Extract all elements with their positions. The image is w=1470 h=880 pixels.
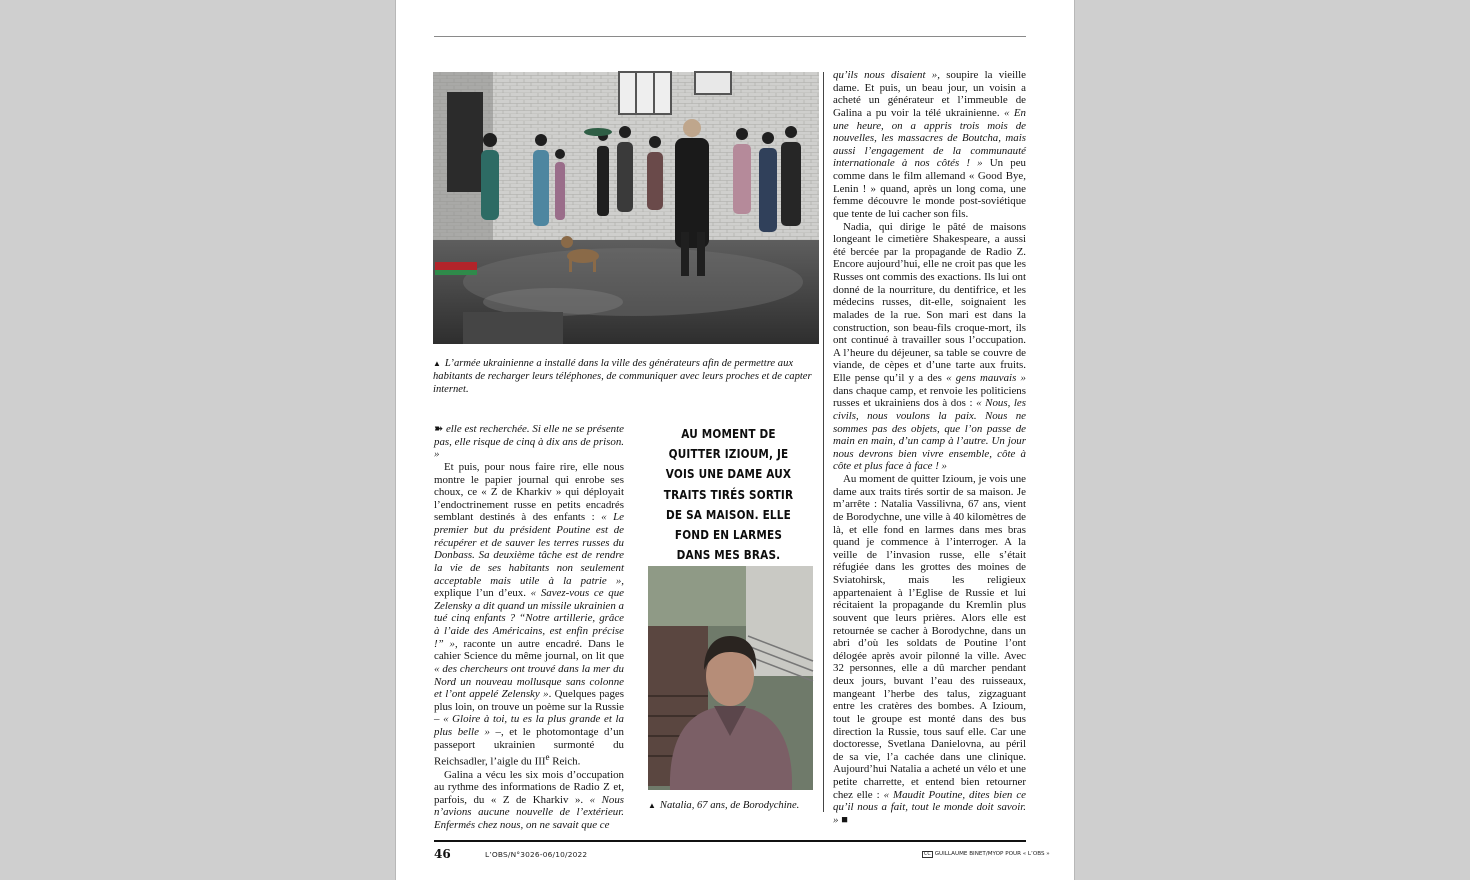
pull-quote: AU MOMENT DE QUITTER IZIOUM, JE VOIS UNE DAME AUX TRAITS TIRÉS SORTIR DE SA MAISON. ELLE FOND EN LARMES DANS MES BRAS.	[663, 427, 794, 563]
portrait-caption: ▲ Natalia, 67 ans, de Borodychine.	[648, 800, 800, 811]
paragraph: Galina a vécu les six mois d’occupation au rythme des informations de Radio Z et, parfois, du « Z de Kharkiv ». « Nous n’avions aucune nouvelle de l’extérieur. Enfermés chez nous, on ne savait que ce	[434, 768, 625, 831]
photo-caption: ▲ L’armée ukrainienne a installé dans la ville des générateurs afin de permettre aux habitants de recharger leurs téléphones, de communiquer avec leurs proches et de capter internet.	[433, 358, 812, 395]
paragraph: Nadia, qui dirige le pâté de maisons longeant le cimetière Shakespeare, a aussi été bercée par la propagande de Radio Z. Encore aujourd’hui, elle ne croit pas que les Russes ont commis des exactions. Ils lui ont donné de la nourriture, du dentifrice, et les médecins russes, dit-elle, soignaient les malades de la rue. Son mari est dans la construction, son beau-fils croque-mort, ils ont continué à travailler sous l’occupation. A l’heure du déjeuner, sa table se couvre de viande, de cèpes et d’une tarte aux fruits. Elle pense qu’il y a des « gens mauvais » dans chaque camp, et renvoie les politiciens russes et ukrainiens dos à dos : « Nous, les civils, nous voulons la paix. Nous ne sommes pas des objets, que l’on passe de main en main, d’un camp à l’autre. Un jour nous devrons bien vivre ensemble, côte à côte et plus face à face ! »	[833, 220, 1026, 473]
issue-info: L’OBS/N°3026-06/10/2022	[485, 850, 588, 859]
continued-arrow-icon: ➽	[434, 423, 444, 435]
photo-credit: CC GUILLAUME BINET/MYOP POUR « L’OBS »	[924, 851, 1050, 857]
top-rule	[434, 36, 1026, 37]
paragraph: ➽ elle est recherchée. Si elle ne se présente pas, elle risque de cinq à dix ans de prison. »	[434, 423, 624, 461]
end-mark: ■	[841, 813, 848, 826]
caption-triangle-icon: ▲	[648, 801, 656, 810]
caption-triangle-icon: ▲	[433, 359, 441, 368]
paragraph: Et puis, pour nous faire rire, elle nous montre le papier journal qui enrobe ses choux, ce « Z de Kharkiv » qui déployait l’endoctrinement russe en petits encadrés semblant destinés à des enfants : « Le premier but du président Poutine est de récupérer et de sauver les terres russes du Donbass. Sa deuxième tâche est de rendre la vie de ses habitants non seulement acceptable mais utile à la patrie », explique l’un d’eux. « Savez-vous ce que Zelensky a dit quand un missile ukrainien a tué cinq enfants ? “Notre artillerie, grâce à l’aide des Américains, est enfin précise !” », raconte un autre encadré. Dans le cahier Science du même journal, on lit que « des chercheurs ont trouvé dans la mer du Nord un nouveau mollusque sans colonne et l’ont appelé Zelensky ». Quelques pages plus loin, on trouve un poème sur la Russie – « Gloire à toi, tu es la plus grande et la plus belle » –, et le photomontage d’un passeport ukrainien surmonté du Reichsadler, l’aigle du IIIe Reich.	[434, 460, 625, 768]
article-column-right	[833, 69, 1027, 826]
magazine-page	[396, 0, 1074, 880]
page-number: 46	[434, 847, 451, 861]
photo-portrait-natalia	[648, 566, 813, 790]
footer-rule	[434, 840, 1026, 842]
article-column-left	[434, 423, 625, 831]
column-divider	[823, 72, 824, 812]
paragraph: Au moment de quitter Izioum, je vois une dame aux traits tirés sortir de sa maison. Je m’arrête : Natalia Vassilivna, 67 ans, vient de Borodychne, une ville à 40 kilomètres de là, et elle fond en larmes dans mes bras quand je commence à l’interroger. A la veille de l’invasion russe, elle s’était réfugiée dans les grottes des moines de Sviatohirsk, mais les religieux appartenaient à l’Eglise de Russie et lui récitaient la propagande du Kremlin plus souvent que leurs prières. Alors elle est retournée se cacher à Borodychne, dans un abri d’où les soldats de Poutine l’ont délogée après avoir pilonné la ville. Avec 32 personnes, elle a dû marcher pendant deux jours, buvant l’eau des ruisseaux, mangeant l’herbe des talus, zigzaguant entre les cratères des bombes. A Izioum, tout le groupe est monté dans des bus direction la Russie, tous sauf elle. Car une doctoresse, Svetlana Danielovna, au péril de sa vie, l’a cachée dans une clinique. Aujourd’hui Natalia a acheté un vélo et une petite charrette, et entend bien retourner chez elle : « Maudit Poutine, dites bien ce qu’il nous a fait, tout le monde doit savoir. » ■	[833, 473, 1026, 826]
paragraph: qu’ils nous disaient », soupire la vieille dame. Et puis, un beau jour, un voisin a acheté un générateur et l’immeuble de Galina a pu voir la télé ukrainienne. « En une heure, on a appris trois mois de nouvelles, les massacres de Boutcha, mais aussi l’engagement de la communauté internationale à nos côtés ! » Un peu comme dans le film allemand « Good Bye, Lenin ! » quand, après un long coma, une femme découvre le monde post-soviétique que tente de lui cacher son fils.	[833, 69, 1027, 220]
photo-generators-crowd	[433, 72, 819, 344]
credit-badge: CC	[924, 852, 931, 857]
